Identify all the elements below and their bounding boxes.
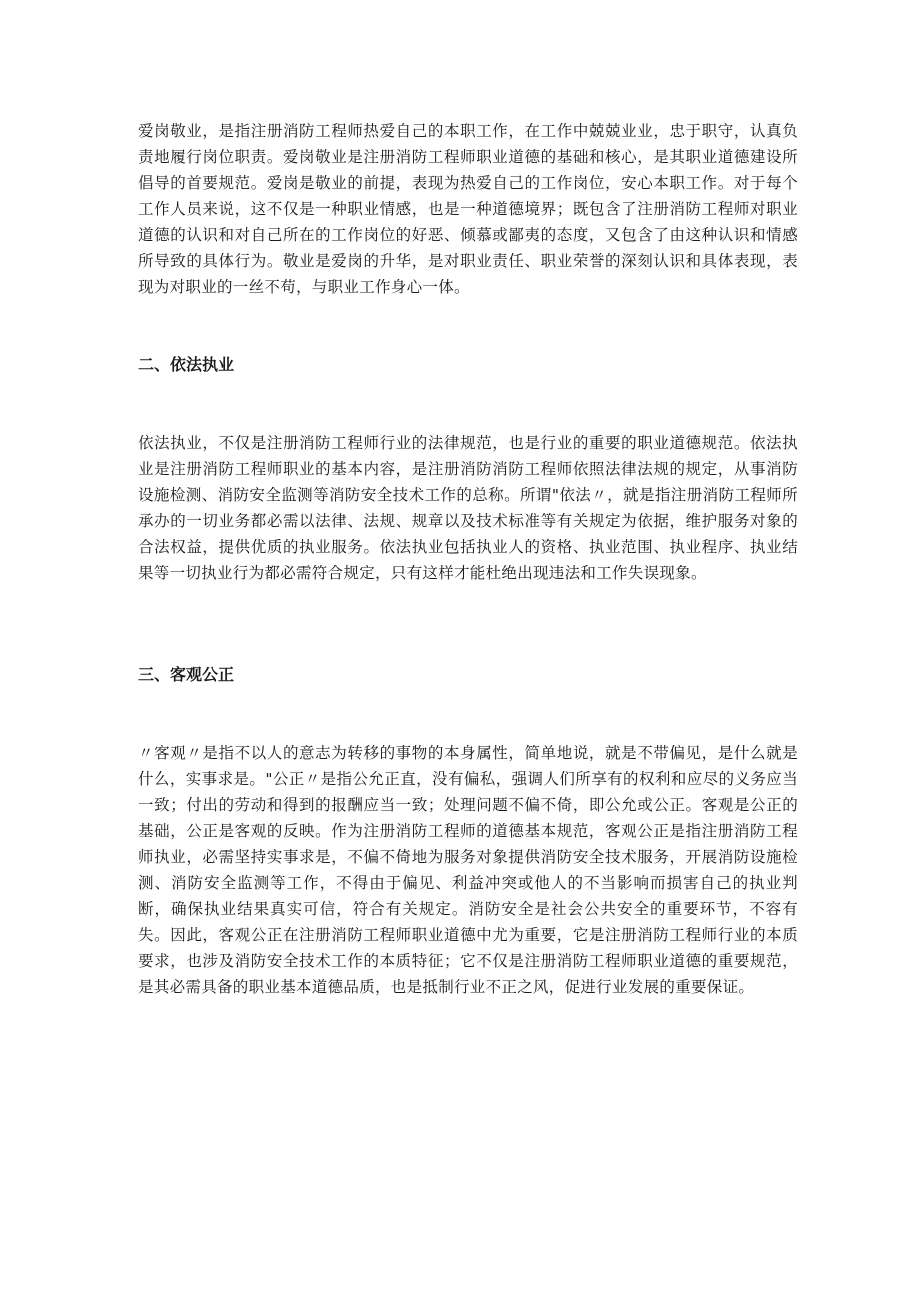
section-heading-yifa-zhiye: 二、依法执业 <box>138 355 235 374</box>
paragraph-aigang-jingye: 爱岗敬业，是指注册消防工程师热爱自己的本职工作，在工作中兢兢业业，忠于职守，认真负责地履行岗位职责。爱岗敬业是注册消防工程师职业道德的基础和核心，是其职业道德建设所倡导的首要规范。爱岗是敬业的前提，表现为热爱自己的工作岗位，安心本职工作。对于每个工作人员来说，这不仅是一种职业情感，也是一种道德境界；既包含了注册消防工程师对职业道德的认识和对自己所在的工作岗位的好恶、倾慕或鄙夷的态度，又包含了由这种认识和情感所导致的具体行为。敬业是爱岗的升华，是对职业责任、职业荣誉的深刻认识和具体表现，表现为对职业的一丝不苟，与职业工作身心一体。 <box>138 122 798 296</box>
section-heading-keguan-gongzheng: 三、客观公正 <box>138 665 235 684</box>
paragraph-keguan-gongzheng: 〃客观〃是指不以人的意志为转移的事物的本身属性，简单地说，就是不带偏见，是什么就是什么，实事求是。"公正〃是指公允正直，没有偏私，强调人们所享有的权利和应尽的义务应当一致；付出的劳动和得到的报酬应当一致；处理问题不偏不倚，即公允或公正。客观是公正的基础，公正是客观的反映。作为注册消防工程师的道德基本规范，客观公正是指注册消防工程师执业，必需坚持实事求是，不偏不倚地为服务对象提供消防安全技术服务，开展消防设施检测、消防安全监测等工作，不得由于偏见、利益冲突或他人的不当影响而损害自己的执业判断，确保执业结果真实可信，符合有关规定。消防安全是社会公共安全的重要环节，不容有失。因此，客观公正在注册消防工程师职业道德中尤为重要，它是注册消防工程师行业的本质要求，也涉及消防安全技术工作的本质特征；它不仅是注册消防工程师职业道德的重要规范，是其必需具备的职业基本道德品质，也是抵制行业不正之风，促进行业发展的重要保证。 <box>138 744 798 996</box>
paragraph-yifa-zhiye: 依法执业，不仅是注册消防工程师行业的法律规范，也是行业的重要的职业道德规范。依法执业是注册消防工程师职业的基本内容，是注册消防消防工程师依照法律法规的规定，从事消防设施检测、消防安全监测等消防安全技术工作的总称。所谓"依法〃，就是指注册消防工程师所承办的一切业务都必需以法律、法规、规章以及技术标准等有关规定为依据，维护服务对象的合法权益，提供优质的执业服务。依法执业包括执业人的资格、执业范围、执业程序、执业结果等一切执业行为都必需符合规定，只有这样才能杜绝出现违法和工作失误现象。 <box>138 434 798 582</box>
